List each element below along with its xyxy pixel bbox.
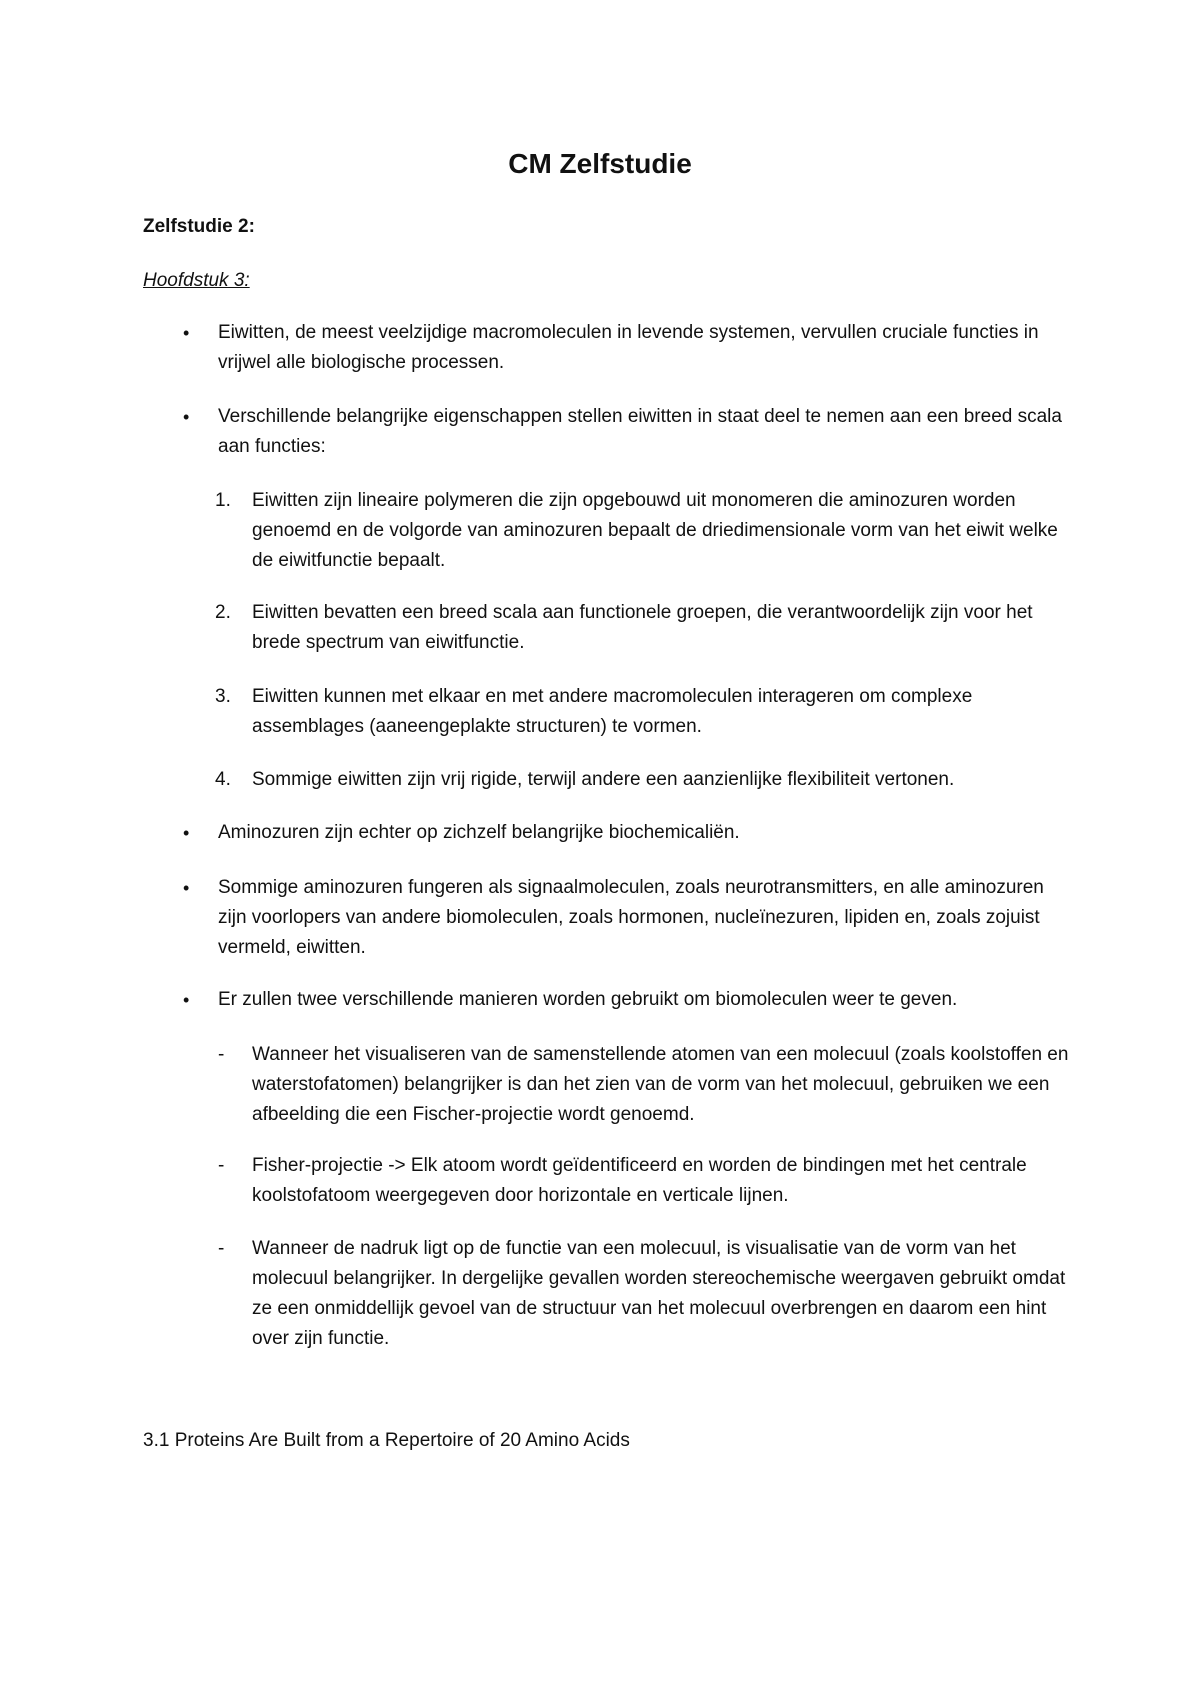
numbered-item: Eiwitten bevatten een breed scala aan functionele groepen, die verantwoordelijk zijn voor het brede spectrum van eiwitfunctie. (252, 602, 1033, 653)
study-heading: Zelfstudie 2: (143, 216, 255, 237)
dash-marker: - (218, 1155, 225, 1176)
list-item: Er zullen twee verschillende manieren worden gebruikt om biomoleculen weer te geven. (218, 989, 958, 1010)
dash-item: Wanneer de nadruk ligt op de functie van een molecuul, is visualisatie van de vorm van het molecuul belangrijker. In dergelijke gevallen worden stereochemische weergaven gebruikt omdat ze een onmiddellijk gevoel van de structuur van het molecuul overbrengen en daarom een hint over zijn functie. (252, 1238, 1066, 1349)
numbered-item: Sommige eiwitten zijn vrij rigide, terwijl andere een aanzienlijke flexibiliteit vertonen. (252, 769, 955, 790)
chapter-heading: Hoofdstuk 3: (143, 270, 250, 291)
list-item: Eiwitten, de meest veelzijdige macromoleculen in levende systemen, vervullen cruciale functies in vrijwel alle biologische processen. (218, 322, 1039, 373)
numbered-marker: 3. (215, 686, 231, 707)
dash-item: Wanneer het visualiseren van de samenstellende atomen van een molecuul (zoals koolstoffen en waterstofatomen) belangrijker is dan het zien van de vorm van het molecuul, gebruiken we een afbeelding die een Fischer-projectie wordt genoemd. (252, 1044, 1069, 1125)
numbered-marker: 1. (215, 490, 231, 511)
bullet-marker: • (183, 823, 190, 843)
numbered-marker: 4. (215, 769, 231, 790)
document-title: CM Zelfstudie (508, 148, 692, 179)
dash-marker: - (218, 1044, 225, 1065)
numbered-item: Eiwitten zijn lineaire polymeren die zijn opgebouwd uit monomeren die aminozuren worden genoemd en de volgorde van aminozuren bepaalt de driedimensionale vorm van het eiwit welke de eiwitfunctie bepaalt. (252, 490, 1058, 571)
list-item: Sommige aminozuren fungeren als signaalmoleculen, zoals neurotransmitters, en alle aminozuren zijn voorlopers van andere biomoleculen, zoals hormonen, nucleïnezuren, lipiden en, zoals zojuist vermeld, eiwitten. (218, 877, 1044, 958)
bullet-marker: • (183, 407, 190, 427)
dash-item: Fisher-projectie -> Elk atoom wordt geïdentificeerd en worden de bindingen met het centrale koolstofatoom weergegeven door horizontale en verticale lijnen. (252, 1155, 1027, 1206)
bullet-marker: • (183, 878, 190, 898)
bullet-marker: • (183, 323, 190, 343)
bullet-marker: • (183, 990, 190, 1010)
numbered-item: Eiwitten kunnen met elkaar en met andere macromoleculen interageren om complexe assemblages (aaneengeplakte structuren) te vormen. (252, 686, 973, 737)
dash-marker: - (218, 1238, 225, 1259)
numbered-marker: 2. (215, 602, 231, 623)
list-item: Verschillende belangrijke eigenschappen stellen eiwitten in staat deel te nemen aan een breed scala aan functies: (218, 406, 1062, 457)
list-item: Aminozuren zijn echter op zichzelf belangrijke biochemicaliën. (218, 822, 740, 843)
section-heading: 3.1 Proteins Are Built from a Repertoire of 20 Amino Acids (143, 1430, 630, 1451)
